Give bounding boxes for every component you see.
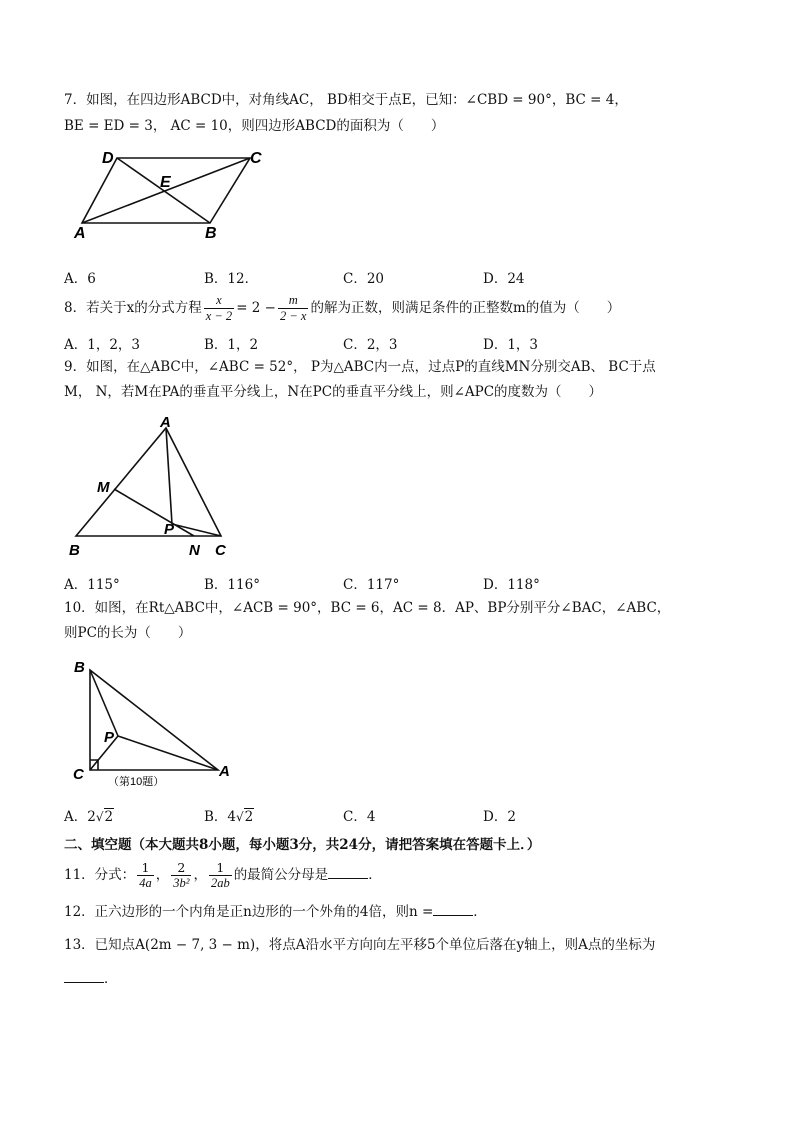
q9-label-c: C bbox=[215, 542, 226, 559]
q7-line1: 7．如图，在四边形ABCD中，对角线AC， BD相交于点E，已知：∠CBD = 90°，BC = 4， bbox=[64, 92, 628, 108]
q10-segment-ap bbox=[118, 736, 218, 770]
q7-line2: BE = ED = 3， AC = 10，则四边形ABCD的面积为（ ） bbox=[64, 118, 445, 134]
q10-option-d[interactable]: D．2 bbox=[483, 809, 516, 825]
q13-line1: 13．已知点A(2m − 7, 3 − m)，将点A沿水平方向向左平移5个单位后落在y轴上，则A点的坐标为 bbox=[64, 937, 656, 953]
q9-label-b: B bbox=[69, 542, 80, 559]
q7-option-c[interactable]: C．20 bbox=[343, 271, 385, 287]
q9-figure bbox=[64, 410, 244, 560]
q10-option-a[interactable]: A．2√2 bbox=[64, 809, 114, 825]
q10-line1: 10．如图，在Rt△ABC中，∠ACB = 90°，BC = 6，AC = 8．AP、BP分别平分∠BAC，∠ABC， bbox=[64, 600, 671, 616]
q8-option-d[interactable]: D．1，3 bbox=[483, 337, 539, 353]
q8-option-b[interactable]: B．1，2 bbox=[204, 337, 259, 353]
q12-line: 12．正六边形的一个内角是正n边形的一个外角的4倍，则n = ． bbox=[64, 904, 487, 920]
q7-figure bbox=[72, 145, 272, 240]
q11-answer-blank[interactable] bbox=[328, 866, 368, 879]
q9-label-n: N bbox=[189, 542, 200, 559]
q11-fraction-2: $\frac{2}{\text{3b²}}$ bbox=[173, 860, 190, 890]
q8-fraction-1: $\frac{x}{x - 2}$ bbox=[205, 293, 233, 323]
q9-option-c[interactable]: C．117° bbox=[343, 577, 400, 593]
q10-caption: （第10题） bbox=[108, 776, 165, 787]
q8-line bbox=[64, 290, 620, 326]
q9-option-b[interactable]: B．116° bbox=[204, 577, 260, 593]
q9-option-d[interactable]: D．118° bbox=[483, 577, 540, 593]
q8-option-a[interactable]: A．1，2，3 bbox=[64, 337, 141, 353]
q8-prefix: 8．若关于x的分式方程 bbox=[64, 300, 202, 316]
q9-label-a: A bbox=[160, 414, 171, 431]
q13-answer-blank[interactable] bbox=[64, 970, 104, 983]
q7-label-c: C bbox=[250, 150, 262, 167]
q8-suffix: 的解为正数，则满足条件的正整数m的值为（ ） bbox=[310, 300, 621, 316]
q7-label-e: E bbox=[160, 174, 171, 191]
q10-label-a: A bbox=[219, 763, 230, 780]
q10-figure bbox=[68, 652, 243, 787]
q10-line2: 则PC的长为（ ） bbox=[64, 625, 192, 641]
q8-middle: = 2 − bbox=[236, 300, 276, 316]
q11-line: 11．分式： $\frac{1}{4a}$ ， $\frac{2}{\text{3b²}}$ ， $\frac{1}{2ab}$ 的最简公分母是 ． bbox=[64, 860, 382, 890]
q10-option-c[interactable]: C．4 bbox=[343, 809, 376, 825]
q10-option-b[interactable]: B．4√2 bbox=[204, 809, 254, 825]
q9-line-mn bbox=[114, 489, 194, 536]
q11-fraction-3: $\frac{1}{2ab}$ bbox=[210, 860, 230, 890]
q9-segment-pa bbox=[166, 428, 172, 524]
q9-label-p: P bbox=[164, 521, 175, 538]
q10-label-c: C bbox=[73, 766, 84, 783]
q9-segment-pc bbox=[172, 524, 221, 536]
q7-option-b[interactable]: B．12． bbox=[204, 271, 259, 287]
section2-title: 二、填空题（本大题共8小题，每小题3分，共24分，请把答案填在答题卡上．） bbox=[64, 837, 541, 853]
q10-label-b: B bbox=[74, 659, 85, 676]
q13-line2: ． bbox=[64, 970, 118, 988]
q9-line2: M， N，若M在PA的垂直平分线上，N在PC的垂直平分线上，则∠APC的度数为（ ） bbox=[64, 384, 603, 400]
q7-label-d: D bbox=[102, 150, 114, 167]
q9-line1: 9．如图，在△ABC中，∠ABC = 52°， P为△ABC内一点，过点P的直线MN分别交AB、 BC于点 bbox=[64, 359, 656, 375]
q7-option-d[interactable]: D．24 bbox=[483, 271, 525, 287]
q8-fraction-2: $\frac{m}{2 - x}$ bbox=[279, 293, 307, 323]
q12-answer-blank[interactable] bbox=[433, 903, 473, 916]
q9-label-m: M bbox=[97, 479, 110, 496]
q10-triangle bbox=[90, 670, 218, 770]
q9-option-a[interactable]: A．115° bbox=[64, 577, 120, 593]
q8-option-c[interactable]: C．2，3 bbox=[343, 337, 398, 353]
q7-label-b: B bbox=[205, 225, 217, 240]
q7-option-a[interactable]: A．6 bbox=[64, 271, 96, 287]
q7-label-a: A bbox=[74, 225, 86, 240]
q10-segment-bp bbox=[90, 670, 118, 736]
q10-label-p: P bbox=[104, 729, 115, 746]
q11-fraction-1: $\frac{1}{4a}$ bbox=[139, 860, 152, 890]
